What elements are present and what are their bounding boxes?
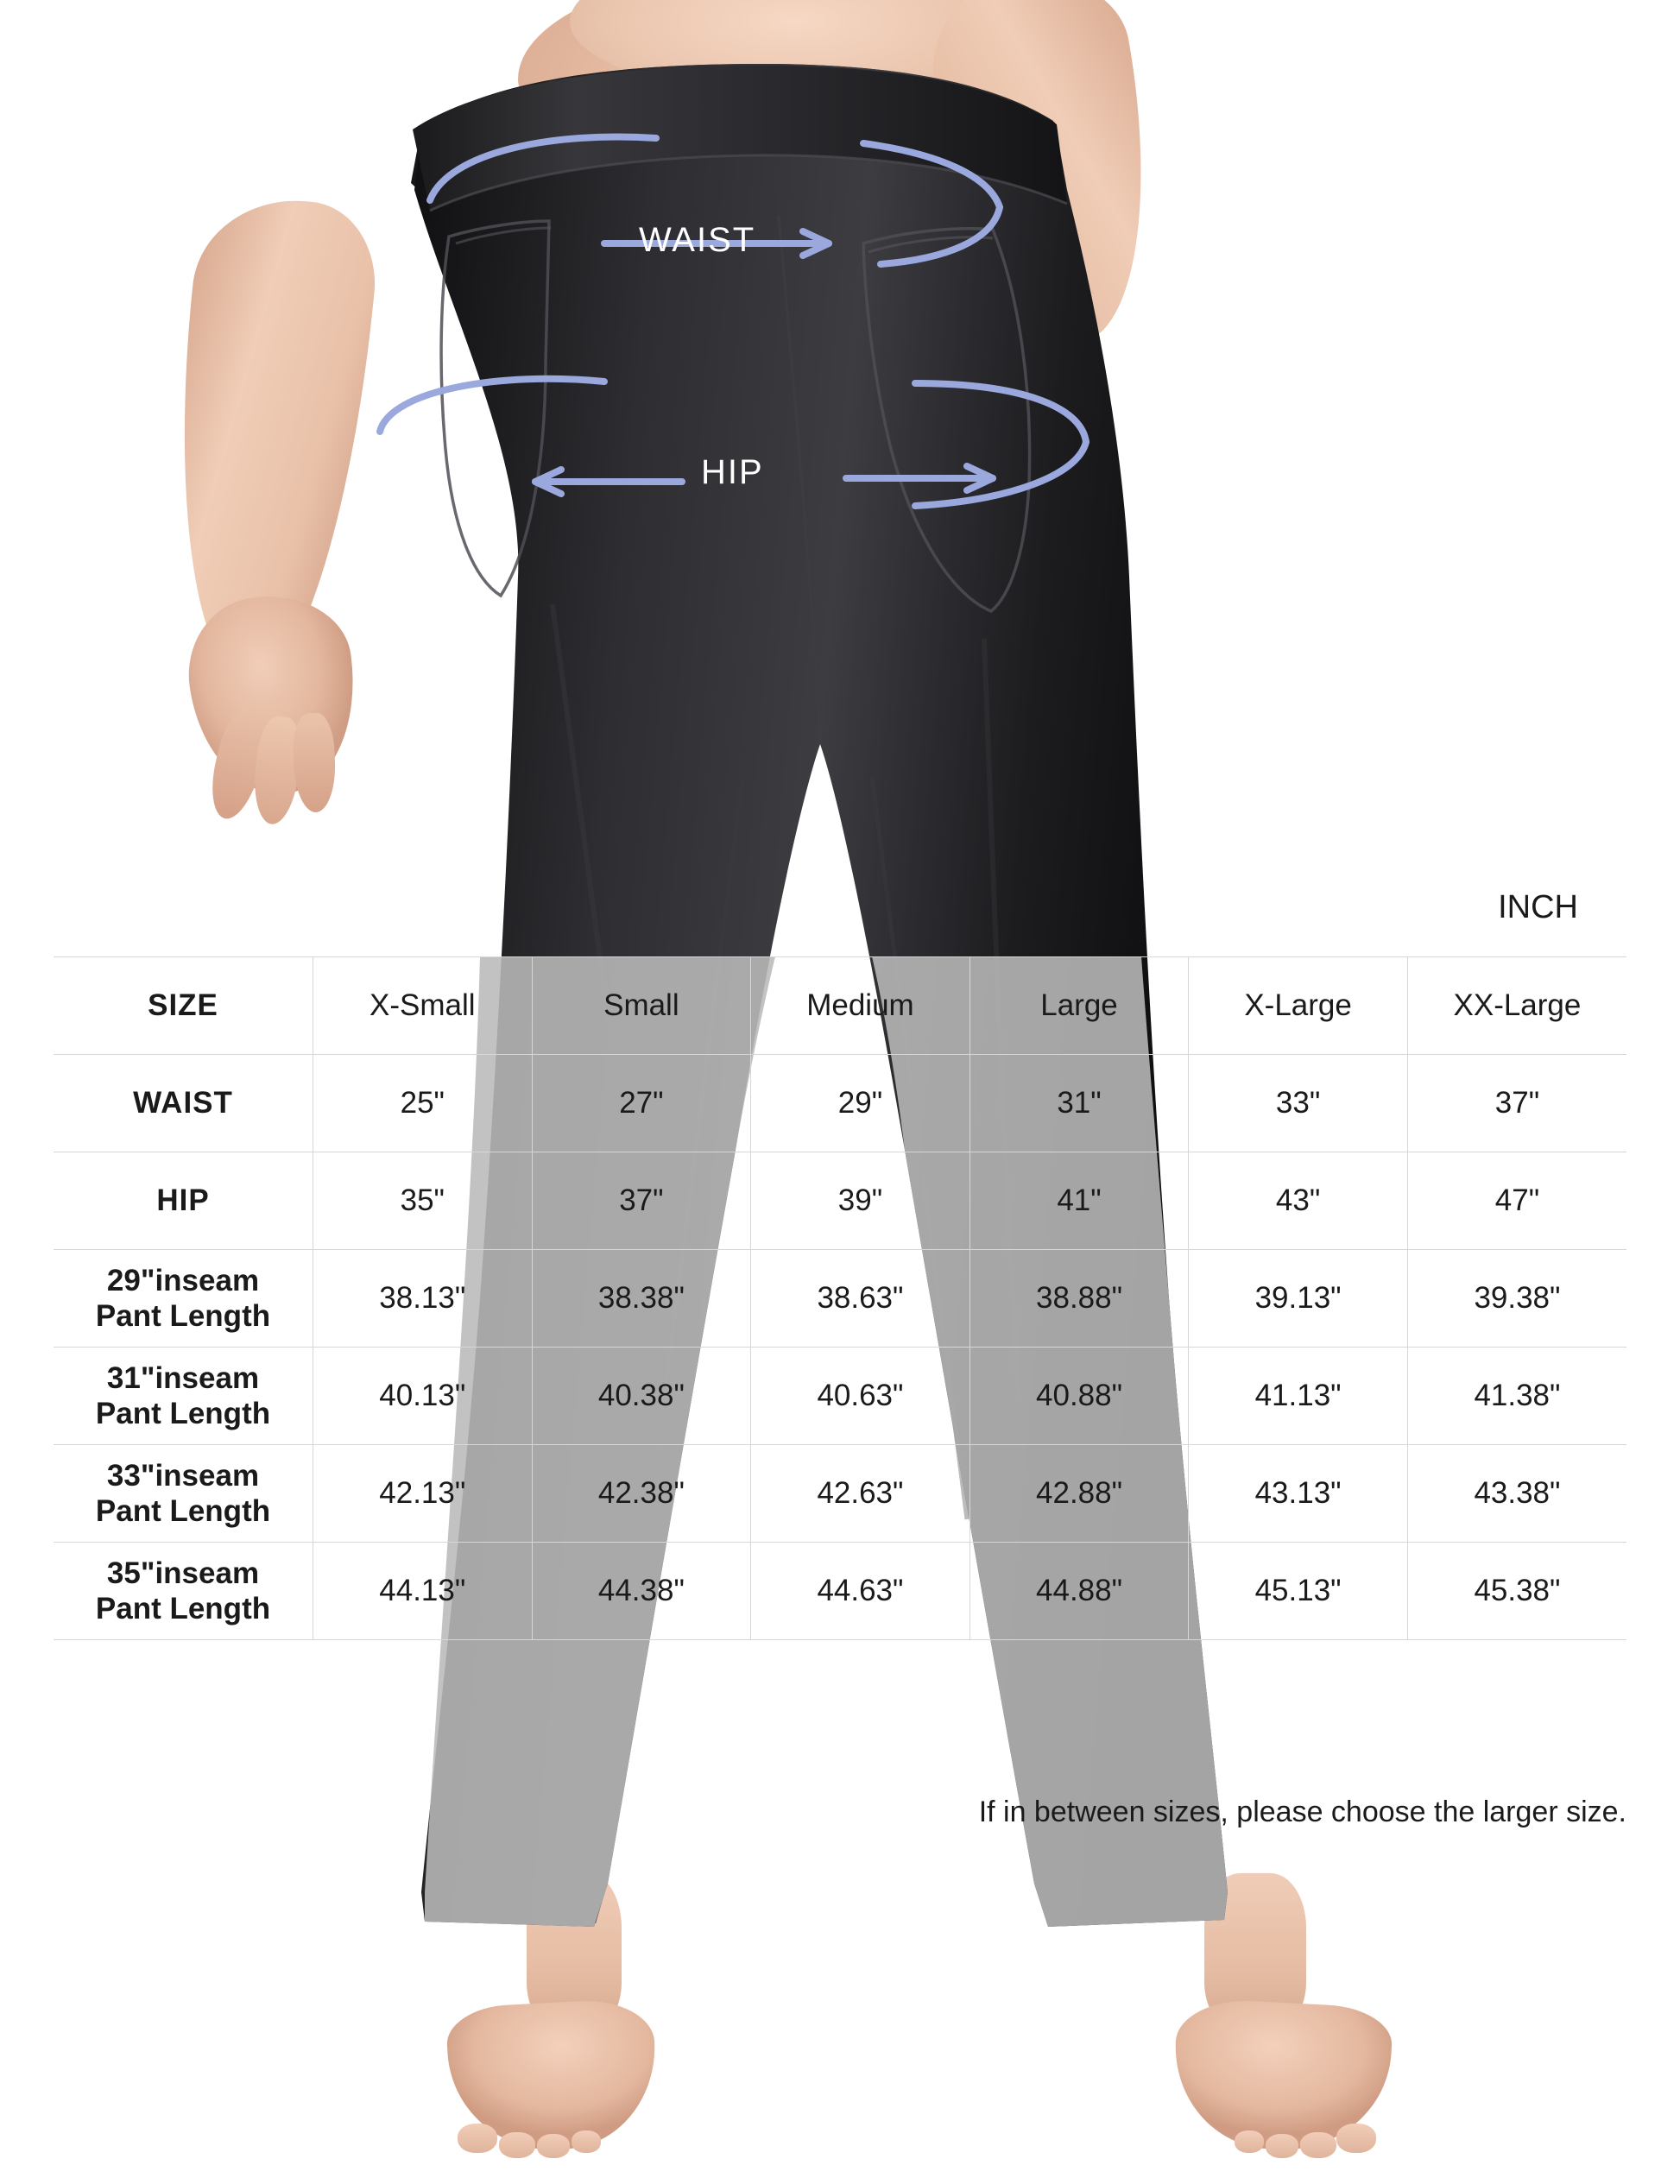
measurement-cell: 39.38" bbox=[1407, 1250, 1626, 1348]
measurement-cell: 31" bbox=[969, 1055, 1189, 1152]
measurement-cell: 39.13" bbox=[1189, 1250, 1408, 1348]
row-header-cell: 29"inseam Pant Length bbox=[54, 1250, 313, 1348]
measurement-cell: 42.88" bbox=[969, 1445, 1189, 1543]
measurement-cell: 40.13" bbox=[313, 1348, 533, 1445]
measurement-cell: 29" bbox=[751, 1055, 970, 1152]
measurement-cell: 43.13" bbox=[1189, 1445, 1408, 1543]
measurement-cell: 33" bbox=[1189, 1055, 1408, 1152]
header-cell-size-option: X-Large bbox=[1189, 957, 1408, 1055]
row-header-cell: 35"inseam Pant Length bbox=[54, 1543, 313, 1640]
measurement-cell: 40.63" bbox=[751, 1348, 970, 1445]
row-header-cell: HIP bbox=[54, 1152, 313, 1250]
measurement-cell: 47" bbox=[1407, 1152, 1626, 1250]
table-row bbox=[54, 1055, 1626, 1152]
table-row bbox=[54, 1348, 1626, 1445]
measurement-cell: 38.88" bbox=[969, 1250, 1189, 1348]
header-cell-size-option: Large bbox=[969, 957, 1189, 1055]
measurement-cell: 25" bbox=[313, 1055, 533, 1152]
measurement-cell: 43" bbox=[1189, 1152, 1408, 1250]
header-cell-size-option: XX-Large bbox=[1407, 957, 1626, 1055]
measurement-cell: 40.38" bbox=[532, 1348, 751, 1445]
table-header-row bbox=[54, 957, 1626, 1055]
measurement-cell: 42.63" bbox=[751, 1445, 970, 1543]
row-header-cell: WAIST bbox=[54, 1055, 313, 1152]
sizing-note: If in between sizes, please choose the larger size. bbox=[978, 1796, 1626, 1828]
header-cell-size-option: Medium bbox=[751, 957, 970, 1055]
measurement-cell: 39" bbox=[751, 1152, 970, 1250]
measurement-cell: 38.13" bbox=[313, 1250, 533, 1348]
measurement-cell: 41.38" bbox=[1407, 1348, 1626, 1445]
measurement-cell: 35" bbox=[313, 1152, 533, 1250]
measurement-cell: 44.63" bbox=[751, 1543, 970, 1640]
waist-annotation-label: WAIST bbox=[639, 221, 756, 259]
measurement-cell: 37" bbox=[532, 1152, 751, 1250]
table-row bbox=[54, 1152, 1626, 1250]
measurement-cell: 42.38" bbox=[532, 1445, 751, 1543]
measurement-cell: 37" bbox=[1407, 1055, 1626, 1152]
unit-label: INCH bbox=[1498, 889, 1578, 925]
measurement-cell: 44.88" bbox=[969, 1543, 1189, 1640]
hip-annotation-label: HIP bbox=[701, 453, 764, 491]
measurement-arrows bbox=[0, 0, 1680, 863]
measurement-cell: 38.38" bbox=[532, 1250, 751, 1348]
header-cell-size-option: X-Small bbox=[313, 957, 533, 1055]
measurement-cell: 44.38" bbox=[532, 1543, 751, 1640]
row-header-cell: 33"inseam Pant Length bbox=[54, 1445, 313, 1543]
measurement-cell: 38.63" bbox=[751, 1250, 970, 1348]
measurement-cell: 42.13" bbox=[313, 1445, 533, 1543]
table-row bbox=[54, 1250, 1626, 1348]
size-chart-table bbox=[54, 956, 1626, 1640]
row-header-cell: 31"inseam Pant Length bbox=[54, 1348, 313, 1445]
measurement-cell: 45.13" bbox=[1189, 1543, 1408, 1640]
measurement-cell: 40.88" bbox=[969, 1348, 1189, 1445]
header-cell-size: SIZE bbox=[54, 957, 313, 1055]
header-cell-size-option: Small bbox=[532, 957, 751, 1055]
measurement-cell: 44.13" bbox=[313, 1543, 533, 1640]
measurement-cell: 41.13" bbox=[1189, 1348, 1408, 1445]
measurement-cell: 43.38" bbox=[1407, 1445, 1626, 1543]
table-row bbox=[54, 1543, 1626, 1640]
table-row bbox=[54, 1445, 1626, 1543]
measurement-cell: 27" bbox=[532, 1055, 751, 1152]
measurement-cell: 45.38" bbox=[1407, 1543, 1626, 1640]
measurement-cell: 41" bbox=[969, 1152, 1189, 1250]
